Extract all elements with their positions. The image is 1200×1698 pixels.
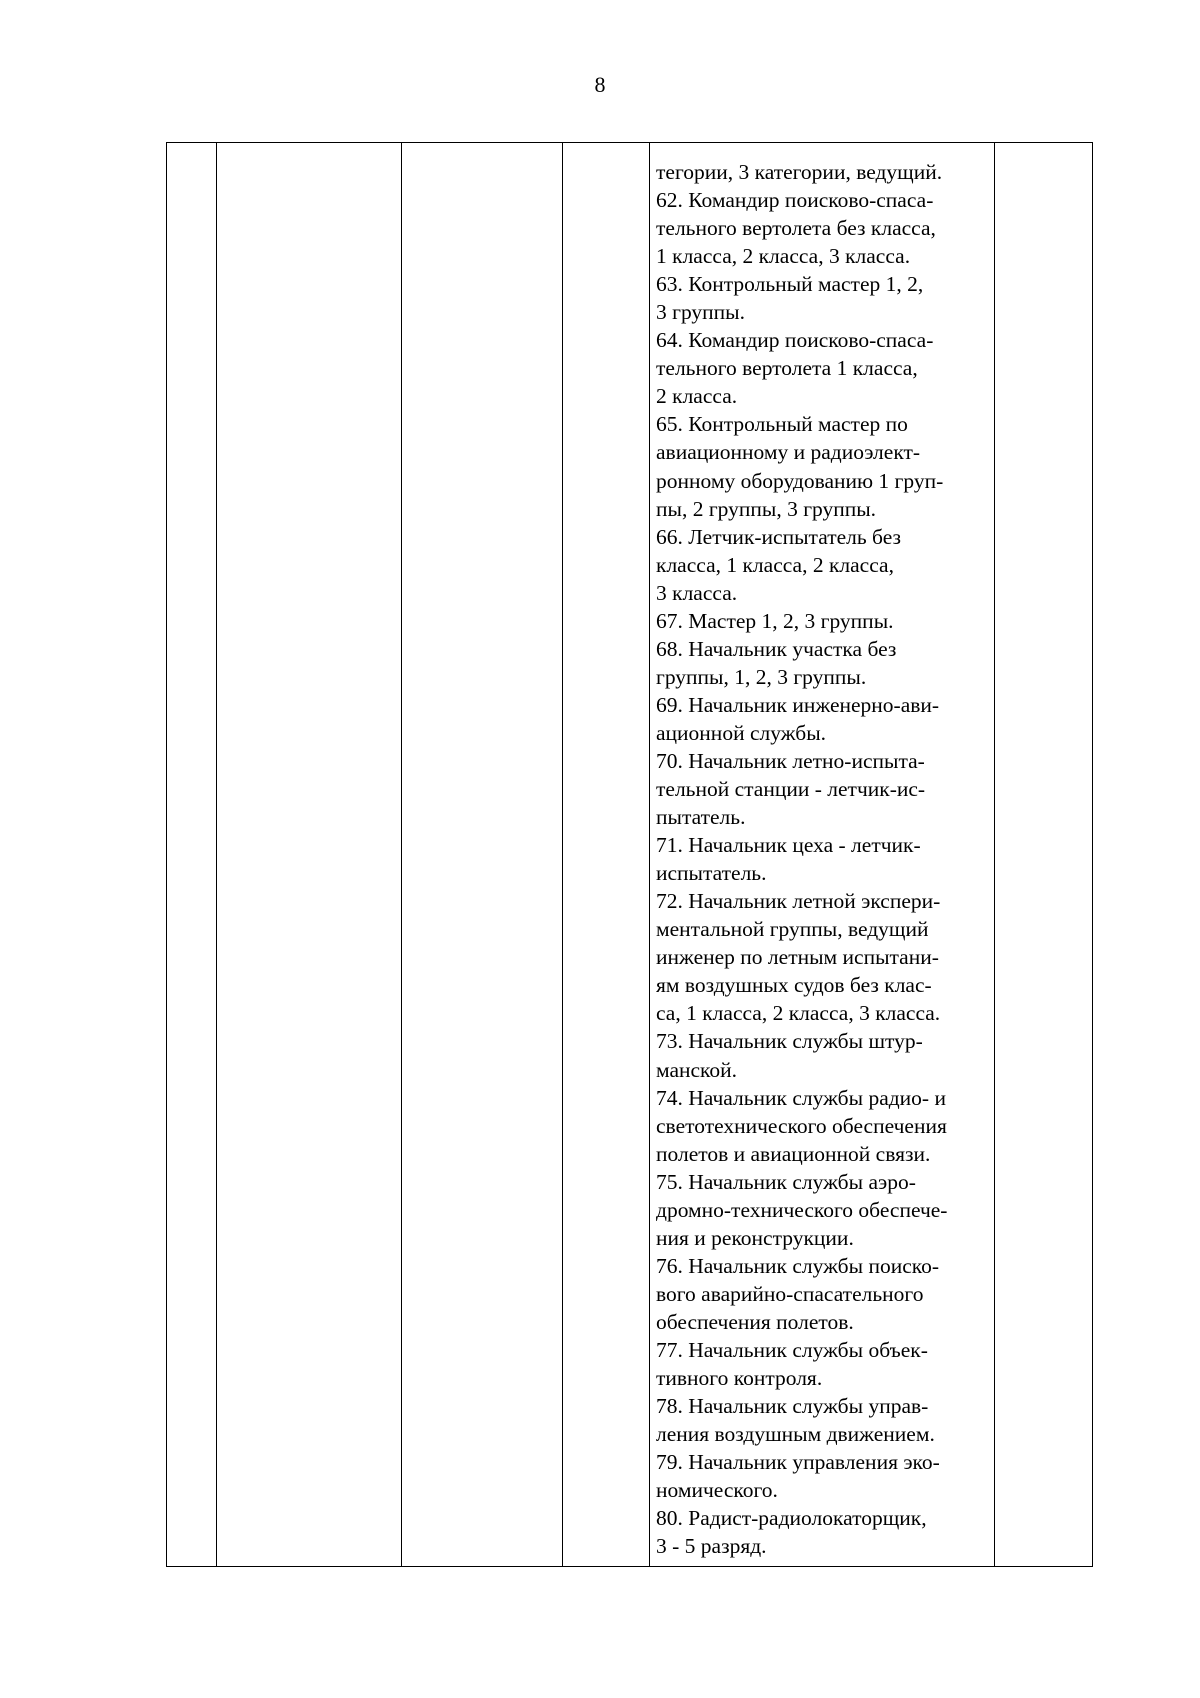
text-line: ления воздушным движением. — [656, 1422, 935, 1447]
text-line: обеспечения полетов. — [656, 1309, 854, 1334]
table-cell-col1 — [167, 143, 217, 1567]
text-line: 76. Начальник службы поиско- — [656, 1253, 940, 1278]
text-line: номического. — [656, 1478, 778, 1503]
text-line: тельной станции - летчик-ис- — [656, 777, 926, 802]
text-line: испытатель. — [656, 861, 767, 886]
table-cell-col3 — [402, 143, 563, 1567]
table-row — [167, 143, 1093, 1567]
text-line: пытатель. — [656, 805, 746, 830]
text-line: класса, 1 класса, 2 класса, — [656, 552, 894, 577]
text-line: 72. Начальник летной экспери- — [656, 889, 941, 914]
table-cell-col6 — [995, 143, 1093, 1567]
text-line: тегории, 3 категории, ведущий. — [656, 160, 943, 184]
table-cell-col4 — [563, 143, 650, 1567]
text-line: 75. Начальник службы аэро- — [656, 1169, 916, 1194]
text-line: 71. Начальник цеха - летчик- — [656, 833, 921, 858]
text-line: полетов и авиационной связи. — [656, 1141, 931, 1166]
text-line: 78. Начальник службы управ- — [656, 1394, 929, 1419]
text-line: 70. Начальник летно-испыта- — [656, 748, 925, 773]
text-line: 67. Мастер 1, 2, 3 группы. — [656, 608, 894, 633]
text-line: пы, 2 группы, 3 группы. — [656, 496, 877, 521]
text-line: 63. Контрольный мастер 1, 2, — [656, 272, 924, 297]
text-line: светотехнического обеспечения — [656, 1113, 947, 1138]
text-line: 62. Командир поисково-спаса- — [656, 188, 934, 213]
text-line: ационной службы. — [656, 720, 827, 745]
text-line: ния и реконструкции. — [656, 1225, 854, 1250]
table-cell-positions — [650, 143, 995, 1567]
text-line: вого аварийно-спасательного — [656, 1281, 924, 1306]
text-line: 3 группы. — [656, 300, 745, 325]
document-table — [166, 142, 1093, 1567]
text-line: манской. — [656, 1057, 738, 1082]
text-line: тивного контроля. — [656, 1366, 823, 1391]
text-line: 3 - 5 разряд. — [656, 1534, 767, 1559]
text-line: 80. Радист-радиолокаторщик, — [656, 1506, 927, 1531]
text-line: 3 класса. — [656, 580, 738, 605]
text-line: тельного вертолета без класса, — [656, 216, 936, 241]
text-line: ронному оборудованию 1 груп- — [656, 468, 944, 493]
text-line: ментальной группы, ведущий — [656, 917, 929, 942]
text-line: инженер по летным испытани- — [656, 945, 939, 970]
text-line: 74. Начальник службы радио- и — [656, 1085, 946, 1110]
text-line: 77. Начальник службы объек- — [656, 1337, 928, 1362]
text-line: са, 1 класса, 2 класса, 3 класса. — [656, 1001, 941, 1026]
text-line: 69. Начальник инженерно-ави- — [656, 692, 940, 717]
positions-list — [650, 143, 994, 1560]
text-line: ям воздушных судов без клас- — [656, 973, 932, 998]
text-line: 79. Начальник управления эко- — [656, 1450, 940, 1475]
text-line: 2 класса. — [656, 384, 738, 409]
text-line: 66. Летчик-испытатель без — [656, 524, 901, 549]
text-line: 1 класса, 2 класса, 3 класса. — [656, 244, 911, 269]
text-line: 68. Начальник участка без — [656, 636, 897, 661]
page-number: 8 — [594, 72, 606, 97]
text-line: дромно-технического обеспече- — [656, 1197, 948, 1222]
text-line: группы, 1, 2, 3 группы. — [656, 664, 867, 689]
text-line: 65. Контрольный мастер по — [656, 412, 908, 437]
text-line: тельного вертолета 1 класса, — [656, 356, 918, 381]
text-line: 73. Начальник службы штур- — [656, 1029, 923, 1054]
text-line: 64. Командир поисково-спаса- — [656, 328, 934, 353]
text-line: авиационному и радиоэлект- — [656, 440, 921, 465]
table-cell-col2 — [217, 143, 402, 1567]
